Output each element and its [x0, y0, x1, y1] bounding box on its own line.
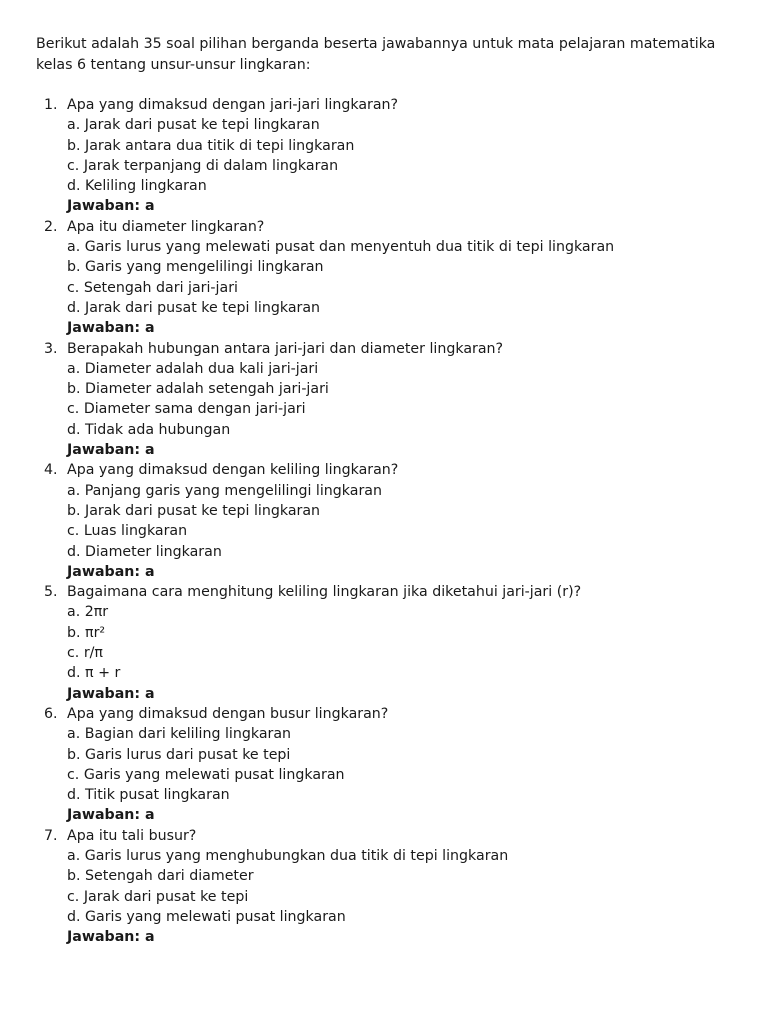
question-item: [36, 826, 732, 948]
option-d: d. Garis yang melewati pusat lingkaran: [67, 908, 346, 925]
answer-label: Jawaban: a: [67, 320, 155, 337]
option-b: b. Diameter adalah setengah jari-jari: [67, 381, 329, 398]
option-b: b. Jarak dari pusat ke tepi lingkaran: [67, 502, 321, 519]
question-text: Berapakah hubungan antara jari-jari dan diameter lingkaran?: [67, 340, 504, 357]
question-item: [36, 217, 732, 339]
option-c: c. Luas lingkaran: [67, 523, 188, 540]
option-d: d. Diameter lingkaran: [67, 543, 222, 560]
question-text: Apa itu tali busur?: [67, 827, 197, 844]
question-number: 7.: [44, 827, 58, 844]
answer-label: Jawaban: a: [67, 198, 155, 215]
option-a: a. Panjang garis yang mengelilingi lingkaran: [67, 482, 382, 499]
answer-label: Jawaban: a: [67, 563, 155, 580]
question-number: 5.: [44, 584, 58, 601]
option-d: d. Tidak ada hubungan: [67, 421, 231, 438]
question-text: Apa itu diameter lingkaran?: [67, 218, 265, 235]
option-b: b. Garis lurus dari pusat ke tepi: [67, 746, 291, 763]
question-number: 6.: [44, 705, 58, 722]
option-a: a. Garis lurus yang menghubungkan dua titik di tepi lingkaran: [67, 847, 509, 864]
question-item: [36, 95, 732, 217]
option-c: c. r/π: [67, 645, 103, 662]
question-item: [36, 704, 732, 826]
option-a: a. Garis lurus yang melewati pusat dan menyentuh dua titik di tepi lingkaran: [67, 239, 615, 256]
option-c: c. Jarak dari pusat ke tepi: [67, 888, 249, 905]
answer-label: Jawaban: a: [67, 685, 155, 702]
option-b: b. Setengah dari diameter: [67, 868, 254, 885]
question-text: Apa yang dimaksud dengan jari-jari lingkaran?: [67, 97, 399, 113]
option-d: d. Keliling lingkaran: [67, 178, 207, 195]
question-number: 4.: [44, 462, 58, 479]
option-b: b. πr²: [67, 624, 106, 641]
question-item: [36, 582, 732, 704]
question-list: [36, 95, 732, 947]
question-number: 2.: [44, 218, 58, 235]
answer-label: Jawaban: a: [67, 807, 155, 824]
option-b: b. Garis yang mengelilingi lingkaran: [67, 259, 324, 276]
option-d: d. Jarak dari pusat ke tepi lingkaran: [67, 299, 321, 316]
option-c: c. Jarak terpanjang di dalam lingkaran: [67, 157, 339, 174]
answer-label: Jawaban: a: [67, 929, 155, 946]
intro-paragraph: Berikut adalah 35 soal pilihan berganda beserta jawabannya untuk mata pelajaran matematika kelas 6 tentang unsur-unsur lingkaran:: [36, 36, 716, 73]
option-c: c. Setengah dari jari-jari: [67, 279, 238, 296]
option-b: b. Jarak antara dua titik di tepi lingkaran: [67, 137, 355, 154]
question-item: [36, 460, 732, 582]
question-number: 1.: [44, 97, 58, 113]
option-a: a. Jarak dari pusat ke tepi lingkaran: [67, 117, 320, 134]
option-c: c. Diameter sama dengan jari-jari: [67, 401, 306, 418]
question-item: [36, 339, 732, 461]
answer-label: Jawaban: a: [67, 442, 155, 459]
question-text: Bagaimana cara menghitung keliling lingkaran jika diketahui jari-jari (r)?: [67, 584, 582, 601]
question-number: 3.: [44, 340, 58, 357]
question-text: Apa yang dimaksud dengan busur lingkaran?: [67, 705, 389, 722]
option-a: a. Diameter adalah dua kali jari-jari: [67, 360, 319, 377]
option-c: c. Garis yang melewati pusat lingkaran: [67, 766, 345, 783]
option-d: d. Titik pusat lingkaran: [67, 787, 230, 804]
option-a: a. Bagian dari keliling lingkaran: [67, 726, 292, 743]
option-d: d. π + r: [67, 665, 121, 682]
question-text: Apa yang dimaksud dengan keliling lingkaran?: [67, 462, 399, 479]
option-a: a. 2πr: [67, 604, 109, 621]
